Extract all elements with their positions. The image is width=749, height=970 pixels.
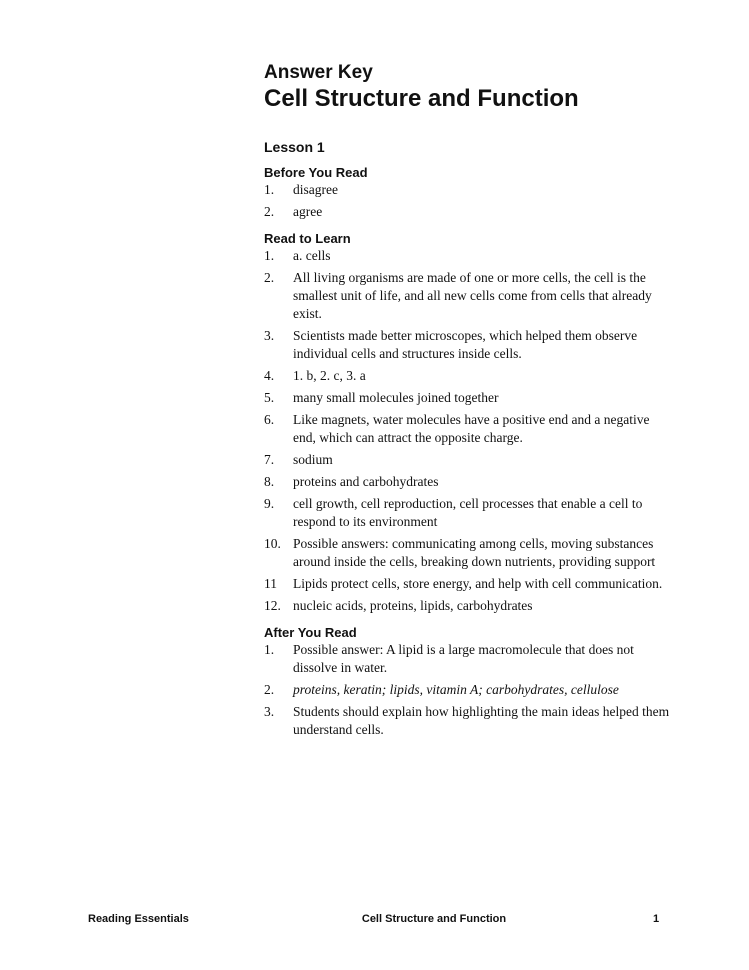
answer-key-label: Answer Key xyxy=(264,62,373,83)
item-text: Students should explain how highlighting the main ideas helped them understand cells. xyxy=(293,704,670,737)
list-item xyxy=(264,411,674,447)
item-text: Scientists made better microscopes, which helped them observe individual cells and structures inside cells. xyxy=(293,328,638,361)
lesson-title: Lesson 1 xyxy=(264,139,325,155)
list-item xyxy=(264,641,674,677)
after-you-read-list xyxy=(264,641,674,739)
footer-chapter-title: Cell Structure and Function xyxy=(361,913,507,925)
list-item xyxy=(264,181,674,199)
item-number: 1. xyxy=(264,182,275,197)
list-item xyxy=(264,451,674,469)
item-text: Lipids protect cells, store energy, and help with cell communication. xyxy=(293,576,663,591)
item-number: 11 xyxy=(264,576,277,591)
list-item xyxy=(264,495,674,531)
item-number: 1. xyxy=(264,642,275,657)
item-number: 12. xyxy=(264,598,281,613)
item-text: proteins and carbohydrates xyxy=(293,474,439,489)
list-item xyxy=(264,269,674,323)
list-item xyxy=(264,247,674,265)
section-title-after-you-read: After You Read xyxy=(264,625,357,640)
item-number: 5. xyxy=(264,390,275,405)
item-text: disagree xyxy=(293,182,338,197)
list-item xyxy=(264,597,674,615)
list-item xyxy=(264,535,674,571)
item-text: Possible answer: A lipid is a large macromolecule that does not dissolve in water. xyxy=(293,642,634,675)
item-number: 4. xyxy=(264,368,275,383)
item-number: 2. xyxy=(264,682,275,697)
item-text: a. cells xyxy=(293,248,331,263)
item-number: 3. xyxy=(264,704,275,719)
list-item xyxy=(264,575,674,593)
list-item xyxy=(264,367,674,385)
section-title-before-you-read: Before You Read xyxy=(264,165,368,180)
item-text: 1. b, 2. c, 3. a xyxy=(293,368,366,383)
item-number: 1. xyxy=(264,248,275,263)
answer-key-content xyxy=(264,62,674,743)
list-item xyxy=(264,203,674,221)
item-text: agree xyxy=(293,204,323,219)
item-text: proteins, keratin; lipids, vitamin A; carbohydrates, cellulose xyxy=(293,682,619,697)
read-to-learn-list xyxy=(264,247,674,615)
item-number: 2. xyxy=(264,270,275,285)
item-text: nucleic acids, proteins, lipids, carbohydrates xyxy=(293,598,533,613)
item-number: 6. xyxy=(264,412,275,427)
footer-page-number: 1 xyxy=(653,913,660,925)
list-item xyxy=(264,681,674,699)
list-item xyxy=(264,703,674,739)
item-number: 7. xyxy=(264,452,275,467)
list-item xyxy=(264,327,674,363)
item-text: All living organisms are made of one or more cells, the cell is the smallest unit of life, and all new cells come from cells that already exist. xyxy=(293,270,652,321)
footer-publication-title: Reading Essentials xyxy=(88,913,189,925)
page-title: Cell Structure and Function xyxy=(264,85,579,112)
before-you-read-list xyxy=(264,181,674,221)
list-item xyxy=(264,473,674,491)
item-number: 10. xyxy=(264,536,281,551)
item-text: cell growth, cell reproduction, cell processes that enable a cell to respond to its environment xyxy=(293,496,643,529)
item-text: sodium xyxy=(293,452,333,467)
item-number: 9. xyxy=(264,496,275,511)
list-item xyxy=(264,389,674,407)
item-number: 3. xyxy=(264,328,275,343)
item-number: 8. xyxy=(264,474,275,489)
item-text: many small molecules joined together xyxy=(293,390,499,405)
item-text: Like magnets, water molecules have a positive end and a negative end, which can attract the opposite charge. xyxy=(293,412,650,445)
item-text: Possible answers: communicating among cells, moving substances around inside the cells, breaking down nutrients, providing support xyxy=(293,536,656,569)
section-title-read-to-learn: Read to Learn xyxy=(264,231,351,246)
item-number: 2. xyxy=(264,204,275,219)
